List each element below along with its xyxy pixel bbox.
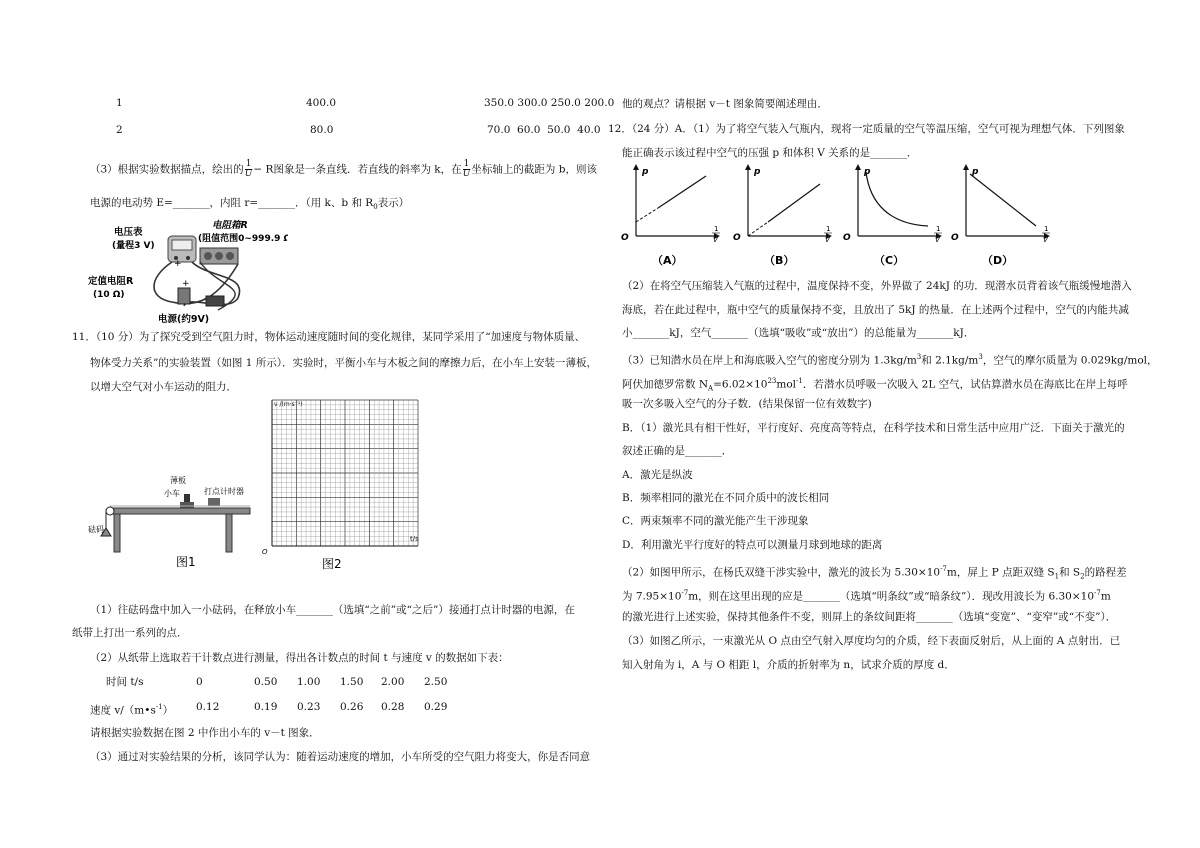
fixed-resistor-label: 定值电阻R xyxy=(88,276,134,287)
option-c: C．两束频率不同的激光能产生干涉现象 xyxy=(622,515,809,527)
board-label: 薄板 xyxy=(170,476,186,485)
top-table-row2-c1: 80.0 xyxy=(310,124,334,136)
svg-text:V: V xyxy=(825,236,830,244)
r4-line: （2）在将空气压缩装入气瓶的过程中，温度保持不变，外界做了 24kJ 的功．现潜水员背着该气瓶缓慢地潜入 xyxy=(622,280,1132,292)
svg-text:O: O xyxy=(843,233,851,243)
r9-line: 吸一次多吸入空气的分子数．(结果保留一位有效数字) xyxy=(622,398,872,410)
r16-line: 知入射角为 i，A 与 O 相距 l，介质的折射率为 n，试求介质的厚度 d． xyxy=(622,659,955,671)
top-table-row1-label: 1 xyxy=(116,97,123,109)
weight-label: 砝码 xyxy=(88,525,104,534)
source-label: 电源(约9V) xyxy=(158,314,210,325)
top-table-row2-c2: 70.0 60.0 50.0 40.0 xyxy=(487,124,601,136)
v-value-0: 0.12 xyxy=(196,701,220,713)
v-value-3: 0.26 xyxy=(340,701,364,713)
r1-line: 他的观点？请根据 v－t 图象简要阐述理由． xyxy=(622,98,828,110)
top-table-row1-c1: 400.0 xyxy=(306,97,337,109)
svg-text:1: 1 xyxy=(1044,225,1049,233)
pv-graph-caption-b: （B） xyxy=(764,254,795,267)
p3-line: （3）通过对实验结果的分析，该同学认为：随着运动速度的增加，小车所受的空气阻力将变大，你是否同意 xyxy=(90,751,591,763)
r6-line: 小_______kJ，空气_______（选填“吸收”或“放出”）的总能量为_______kJ． xyxy=(622,327,975,339)
pv-graph-caption-a: （A） xyxy=(652,254,683,267)
resbox-range: (阻值范围0~999.9 Ω) xyxy=(198,234,288,244)
q3-line1: （3）根据实验数据描点，绘出的 $\frac{1}{U}$ − R图象是一条直线．若直线的斜率为 k，在 $\frac{1}{U}$ 坐标轴上的截距为 b，则该 xyxy=(90,159,597,179)
svg-text:p: p xyxy=(642,167,649,177)
figure1-caption: 图1 xyxy=(176,555,196,569)
t-value-1: 0.50 xyxy=(254,676,278,688)
svg-text:+: + xyxy=(174,259,182,269)
p1-line2: 纸带上打出一系列的点． xyxy=(72,627,188,639)
option-b: B．频率相同的激光在不同介质中的波长相同 xyxy=(622,492,830,504)
v-value-5: 0.29 xyxy=(424,701,448,713)
svg-text:1: 1 xyxy=(936,225,941,233)
q3-line2: 电源的电动势 E=_______，内阻 r=_______．（用 k、b 和 $R_0$表示） xyxy=(90,197,410,212)
v-row-label: 速度 $v/(m•s^{-1})$ xyxy=(90,703,174,717)
grid-ylabel: v /(m·s⁻¹) xyxy=(274,401,303,408)
grid-origin: O xyxy=(262,548,268,556)
r13-line: 为 $7.95\times 10^{-7}m$，则在这里出现的应是_______（选填“明条纹”或“暗条纹”）．现改用波长为 $6.30\times 10^{-7}m$ xyxy=(622,589,1111,603)
p2b-line: 请根据实验数据在图 2 中作出小车的 v－t 图象． xyxy=(90,727,320,739)
v-value-2: 0.23 xyxy=(297,701,321,713)
pv-graph-c xyxy=(843,164,942,267)
r10-line: B．（1）激光具有相干性好，平行度好、亮度高等特点，在科学技术和日常生活中应用广泛．下面关于激光的 xyxy=(622,422,1125,434)
pv-graph-b xyxy=(733,164,832,267)
q11-line2: 物体受力关系”的实验装置（如图 1 所示）．实验时，平衡小车与木板之间的摩擦力后，在小车上安装一薄板， xyxy=(90,357,597,369)
top-table-row1-c2: 350.0 300.0 250.0 200.0 xyxy=(484,97,615,109)
resbox-label: 电阻箱R xyxy=(212,220,248,231)
r5-line: 海底，若在此过程中，瓶中空气的质量保持不变，且放出了 5kJ 的热量．在上述两个过程中，空气的内能共减 xyxy=(622,304,1129,316)
t-value-4: 2.00 xyxy=(381,676,405,688)
t-value-5: 2.50 xyxy=(424,676,448,688)
svg-text:O: O xyxy=(733,233,741,243)
r11-line: 叙述正确的是_______． xyxy=(622,445,733,457)
option-d: D．利用激光平行度好的特点可以测量月球到地球的距离 xyxy=(622,539,883,551)
svg-text:1: 1 xyxy=(826,225,831,233)
pv-graphs xyxy=(618,164,1058,272)
r12-line: （2）如图甲所示，在杨氏双缝干涉实验中，激光的波长为 $5.30\times 10^{-7}m$，屏上 P 点距双缝 $S_1$和 $S_2$的路程差 xyxy=(622,565,1127,581)
figure1-apparatus xyxy=(88,470,258,570)
figure2-caption: 图2 xyxy=(322,557,342,571)
t-value-3: 1.50 xyxy=(340,676,364,688)
option-a: A．激光是纵波 xyxy=(622,469,693,481)
r3-line: 能正确表示该过程中空气的压强 p 和体积 V 关系的是_______． xyxy=(622,147,918,159)
r7-line: （3）已知潜水员在岸上和海底吸入空气的密度分别为 $1.3kg/m^3$和 $2.1kg/m^3$，空气的摩尔质量为 0.029kg/mol， xyxy=(622,353,1158,367)
r14-line: 的激光进行上述实验，保持其他条件不变，则屏上的条纹间距将_______（选填“变宽”、“变窄”或“不变”）． xyxy=(622,611,1117,623)
pv-graph-a xyxy=(621,164,720,267)
r15-line: （3）如图乙所示，一束激光从 O 点由空气射入厚度均匀的介质，经下表面反射后，从上面的 A 点射出．已 xyxy=(622,635,1121,647)
top-table-row2-label: 2 xyxy=(116,124,123,136)
cart-label: 小车 xyxy=(164,489,180,498)
v-value-1: 0.19 xyxy=(254,701,278,713)
svg-text:+: + xyxy=(182,279,190,289)
svg-text:V: V xyxy=(935,236,940,244)
timer-label: 打点计时器 xyxy=(204,487,244,496)
svg-text:p: p xyxy=(754,167,761,177)
p2-line: （2）从纸带上选取若干计数点进行测量，得出各计数点的时间 t 与速度 v 的数据如下表： xyxy=(90,652,509,664)
svg-text:V: V xyxy=(713,236,718,244)
q11-line3: 以增大空气对小车运动的阻力． xyxy=(90,381,237,393)
svg-text:O: O xyxy=(951,233,959,243)
pv-graph-caption-d: （D） xyxy=(982,254,1014,267)
svg-text:1: 1 xyxy=(714,225,719,233)
svg-text:V: V xyxy=(1043,236,1048,244)
resistance-box-icon xyxy=(200,248,238,264)
figure2-grid xyxy=(258,396,438,572)
grid-xlabel: t/s xyxy=(410,535,419,543)
p1-line1: （1）往砝码盘中加入一小砝码，在释放小车_______（选填“之前”或“之后”）接通打点计时器的电源，在 xyxy=(90,604,575,616)
svg-text:p: p xyxy=(972,167,979,177)
voltmeter-label: 电压表 xyxy=(114,227,143,238)
v-value-4: 0.28 xyxy=(381,701,405,713)
r8-line: 阿伏加德罗常数 $N_A=6.02\times 10^{23}mol^{-1}$．若潜水员呼吸一次吸入 2L 空气，试估算潜水员在海底比在岸上每呼 xyxy=(622,377,1128,393)
t-value-0: 0 xyxy=(196,676,203,688)
t-row-label: 时间 t/s xyxy=(106,676,144,688)
pv-graph-d xyxy=(951,164,1050,267)
q11-line1: 11．（10 分）为了探究受到空气阻力时，物体运动速度随时间的变化规律，某同学采用了“加速度与物体质量、 xyxy=(72,331,586,343)
fixed-resistor-value: (10 Ω) xyxy=(93,290,125,300)
voltmeter-range: (量程3 V) xyxy=(112,241,155,251)
circuit-figure xyxy=(88,218,288,326)
voltmeter-icon xyxy=(168,236,196,262)
svg-text:O: O xyxy=(621,233,629,243)
t-value-2: 1.00 xyxy=(297,676,321,688)
pv-graph-caption-c: （C） xyxy=(874,254,905,267)
r2-line: 12．（24 分）A．（1）为了将空气装入气瓶内，现将一定质量的空气等温压缩，空气可视为理想气体．下列图象 xyxy=(608,123,1125,135)
svg-text:p: p xyxy=(864,167,871,177)
